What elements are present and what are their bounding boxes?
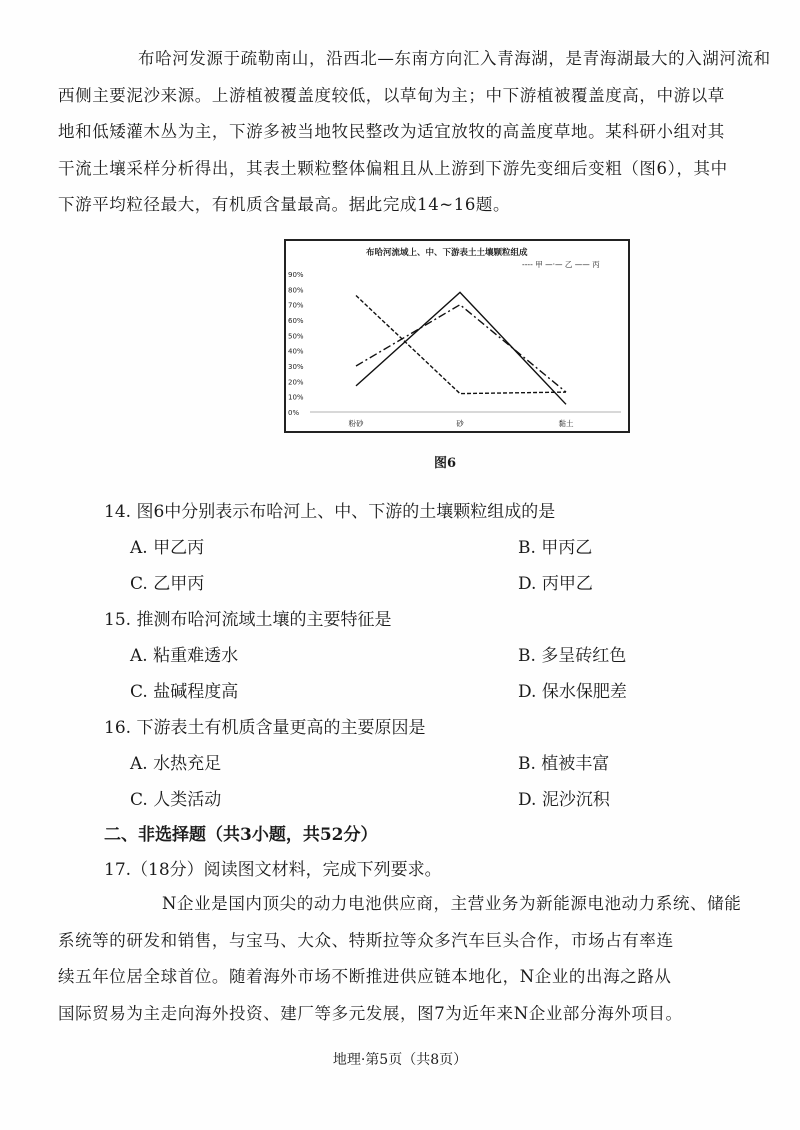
y-tick-label: 30% <box>288 363 304 371</box>
y-tick-label: 10% <box>288 393 304 402</box>
question-14-stem: 14. 图6中分别表示布哈河上、中、下游的土壤颗粒组成的是 <box>104 502 556 522</box>
chart-svg <box>286 241 628 431</box>
q17-line: N企业是国内顶尖的动力电池供应商，主营业务为新能源电池动力系统、储能 <box>162 894 742 913</box>
intro-paragraph <box>58 41 782 224</box>
q14-option-c[interactable]: C. 乙甲丙 <box>130 574 205 594</box>
series-line-丙 <box>356 292 566 404</box>
y-tick-label: 40% <box>288 347 304 356</box>
series-line-甲 <box>356 296 566 394</box>
q17-line: 系统等的研发和销售，与宝马、大众、特斯拉等众多汽车巨头合作，市场占有率连 <box>58 930 674 950</box>
intro-line: 地和低矮灌木丛为主，下游多被当地牧民整改为适宜放牧的高盖度草地。某科研小组对其 <box>58 122 725 141</box>
q17-paragraph <box>58 886 782 1032</box>
section-title: 二、非选择题（共3小题，共52分） <box>104 825 378 845</box>
q14-option-d[interactable]: D. 丙甲乙 <box>518 574 593 594</box>
q16-option-b[interactable]: B. 植被丰富 <box>518 754 610 774</box>
question-17-stem: 17.（18分）阅读图文材料，完成下列要求。 <box>104 860 442 880</box>
y-tick-label: 70% <box>288 301 304 310</box>
y-tick-label: 80% <box>288 286 304 295</box>
q14-option-a[interactable]: A. 甲乙丙 <box>130 538 205 558</box>
y-tick-label: 50% <box>288 332 304 341</box>
figure-6-chart <box>284 239 630 433</box>
question-15-stem: 15. 推测布哈河流域土壤的主要特征是 <box>104 610 392 630</box>
y-tick-label: 90% <box>288 271 304 279</box>
y-tick-label: 60% <box>288 317 304 325</box>
x-tick-label: 黏土 <box>558 419 574 428</box>
y-tick-label: 0% <box>288 409 300 417</box>
question-16-stem: 16. 下游表土有机质含量更高的主要原因是 <box>104 718 426 738</box>
intro-line: 布哈河发源于疏勒南山，沿西北—东南方向汇入青海湖，是青海湖最大的入湖河流和 <box>138 49 771 68</box>
intro-line: 干流土壤采样分析得出，其表土颗粒整体偏粗且从上游到下游先变细后变粗（图6），其中 <box>58 158 728 178</box>
x-tick-label: 砂 <box>456 419 464 428</box>
q17-line: 国际贸易为主走向海外投资、建厂等多元发展，图7为近年来N企业部分海外项目。 <box>58 1003 683 1023</box>
q14-option-b[interactable]: B. 甲丙乙 <box>518 538 593 558</box>
q17-line: 续五年位居全球首位。随着海外市场不断推进供应链本地化，N企业的出海之路从 <box>58 967 672 986</box>
q15-option-c[interactable]: C. 盐碱程度高 <box>130 682 239 702</box>
q15-option-d[interactable]: D. 保水保肥差 <box>518 682 627 702</box>
chart-title: 布哈河流域上、中、下游表土土壤颗粒组成 <box>366 248 528 258</box>
q16-option-d[interactable]: D. 泥沙沉积 <box>518 790 610 810</box>
figure-caption: 图6 <box>434 456 457 471</box>
chart-legend: ---- 甲 —·— 乙 —— 丙 <box>522 260 600 269</box>
q15-option-b[interactable]: B. 多呈砖红色 <box>518 646 627 666</box>
x-tick-label: 粉砂 <box>348 419 364 428</box>
q16-option-c[interactable]: C. 人类活动 <box>130 790 222 810</box>
page-footer: 地理·第5页（共8页） <box>332 1052 468 1068</box>
q16-option-a[interactable]: A. 水热充足 <box>130 754 222 774</box>
q15-option-a[interactable]: A. 粘重难透水 <box>130 646 239 666</box>
intro-line: 西侧主要泥沙来源。上游植被覆盖度较低，以草甸为主；中下游植被覆盖度高，中游以草 <box>58 85 725 105</box>
intro-line: 下游平均粒径最大，有机质含量最高。据此完成14~16题。 <box>58 195 511 214</box>
series-line-乙 <box>356 305 566 392</box>
y-tick-label: 20% <box>288 378 304 387</box>
